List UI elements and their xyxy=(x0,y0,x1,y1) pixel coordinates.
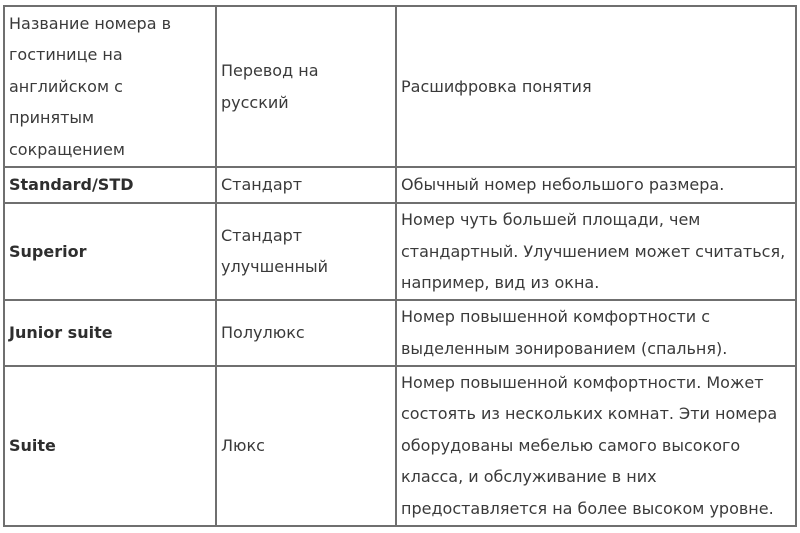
table-row xyxy=(4,167,796,203)
translation-cell: Стандарт xyxy=(216,167,396,203)
table-row xyxy=(4,203,796,300)
room-name-cell: Junior suite xyxy=(4,300,216,366)
room-name-cell: Suite xyxy=(4,366,216,526)
table-header-row xyxy=(4,6,796,167)
translation-cell: Стандарт улучшенный xyxy=(216,203,396,300)
header-cell-description: Расшифровка понятия xyxy=(396,6,796,167)
table-row xyxy=(4,366,796,526)
header-cell-translation: Перевод на русский xyxy=(216,6,396,167)
description-cell: Номер чуть большей площади, чем стандартный. Улучшением может считаться, например, вид из окна. xyxy=(396,203,796,300)
room-name-cell: Standard/STD xyxy=(4,167,216,203)
room-name-cell: Superior xyxy=(4,203,216,300)
translation-cell: Люкс xyxy=(216,366,396,526)
hotel-room-types-table xyxy=(3,5,797,527)
description-cell: Номер повышенной комфортности. Может состоять из нескольких комнат. Эти номера оборудованы мебелью самого высокого класса, и обслуживание в них предоставляется на более высоком уровне. xyxy=(396,366,796,526)
table-row xyxy=(4,300,796,366)
translation-cell: Полулюкс xyxy=(216,300,396,366)
description-cell: Номер повышенной комфортности с выделенным зонированием (спальня). xyxy=(396,300,796,366)
header-cell-english-name: Название номера в гостинице на английском с принятым сокращением xyxy=(4,6,216,167)
description-cell: Обычный номер небольшого размера. xyxy=(396,167,796,203)
